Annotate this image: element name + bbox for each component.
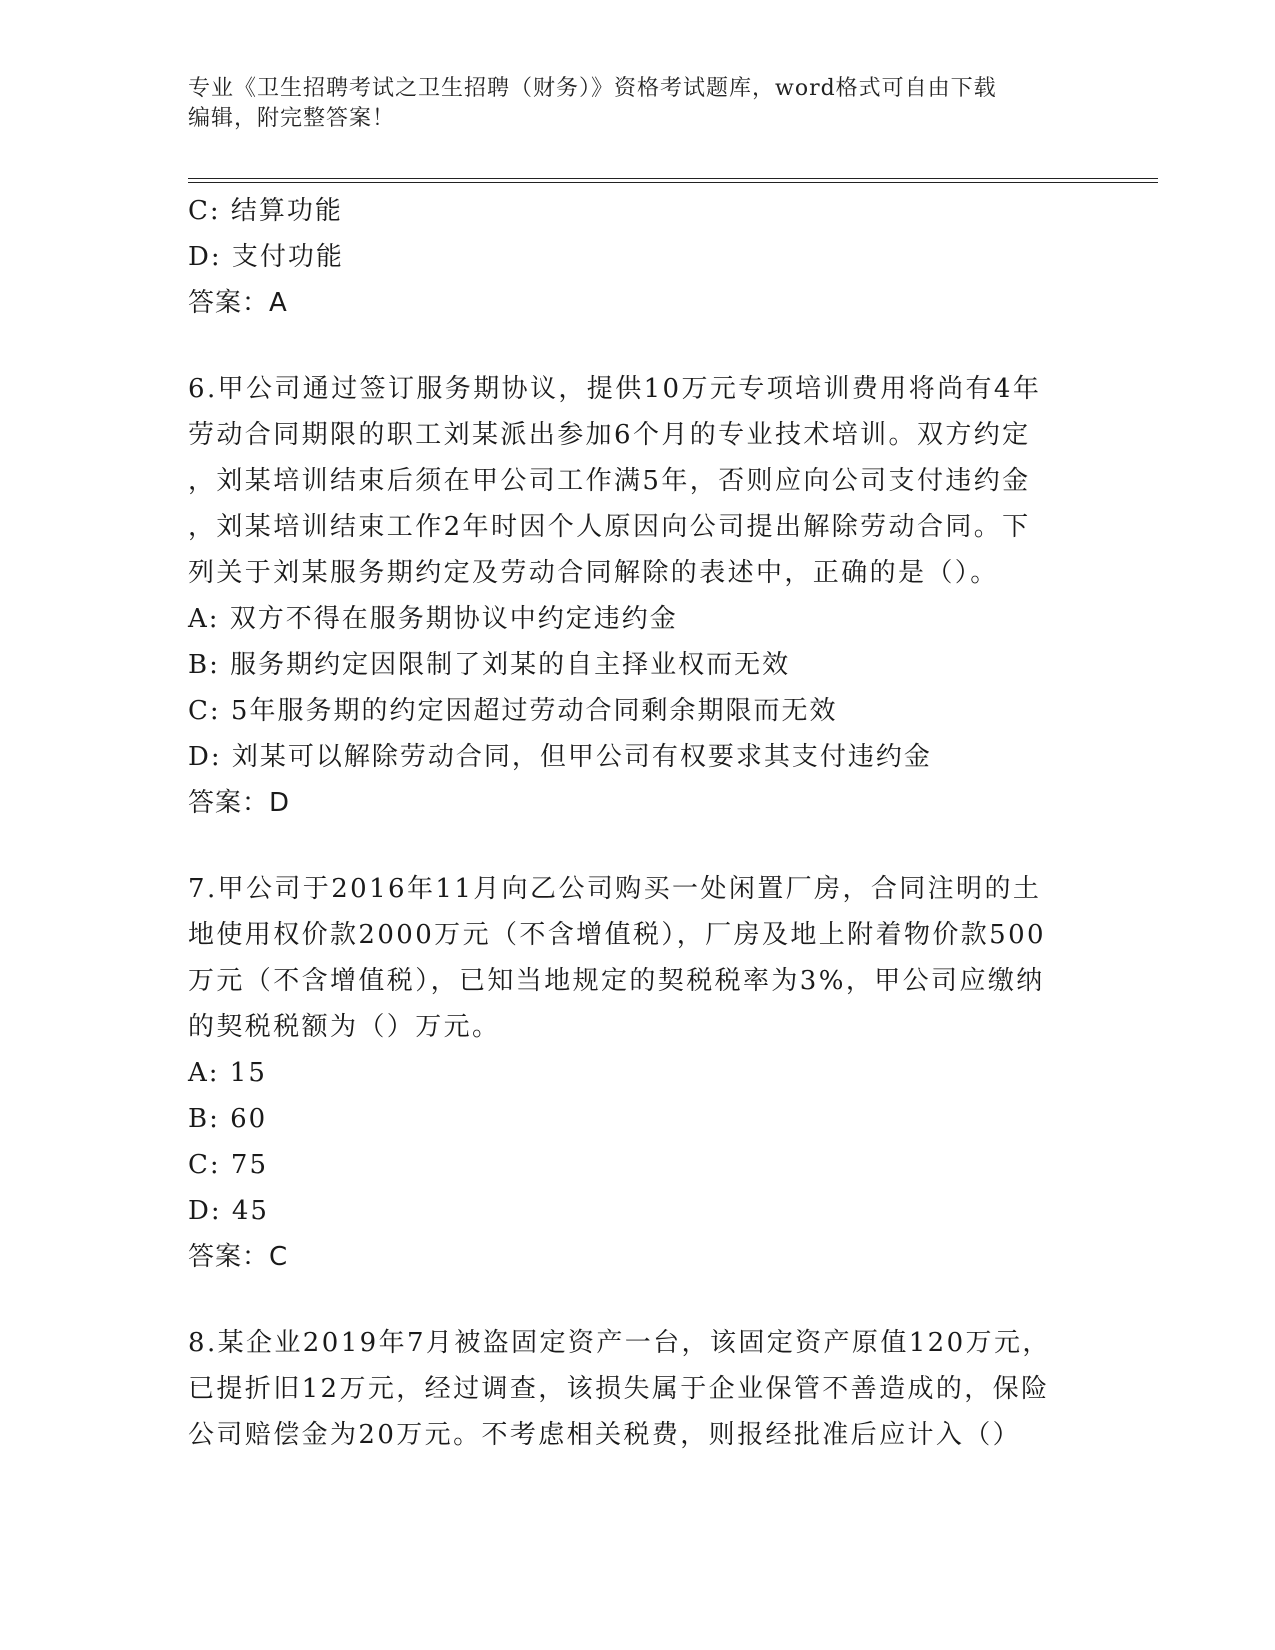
question-5-tail <box>188 188 1088 326</box>
question-line: 7.甲公司于2016年11月向乙公司购买一处闲置厂房，合同注明的土 <box>188 874 1042 904</box>
option-d: D: 支付功能 <box>188 242 344 272</box>
option-b: B: 服务期约定因限制了刘某的自主择业权而无效 <box>188 650 791 680</box>
question-text <box>188 366 1088 596</box>
option-d: D: 45 <box>188 1196 269 1226</box>
question-line: ，刘某培训结束后须在甲公司工作满5年，否则应向公司支付违约金 <box>188 466 1031 496</box>
answer-line: 答案：D <box>188 788 291 818</box>
document-body <box>188 188 1088 1458</box>
question-line: ，刘某培训结束工作2年时因个人原因向公司提出解除劳动合同。下 <box>188 512 1031 542</box>
question-line: 劳动合同期限的职工刘某派出参加6个月的专业技术培训。双方约定 <box>188 420 1031 450</box>
option-c: C: 结算功能 <box>188 196 343 226</box>
question-line: 8.某企业2019年7月被盗固定资产一台，该固定资产原值120万元， <box>188 1328 1051 1358</box>
question-text <box>188 1320 1088 1458</box>
header-title-line-1: 专业《卫生招聘考试之卫生招聘（财务）》资格考试题库，word格式可自由下载 <box>188 76 997 101</box>
option-d: D: 刘某可以解除劳动合同，但甲公司有权要求其支付违约金 <box>188 742 932 772</box>
header-divider <box>188 178 1158 179</box>
question-line: 的契税税额为（）万元。 <box>188 1012 501 1042</box>
question-line: 已提折旧12万元，经过调查，该损失属于企业保管不善造成的，保险 <box>188 1374 1050 1404</box>
header-title-line-2: 编辑，附完整答案！ <box>188 106 396 131</box>
question-6 <box>188 366 1088 826</box>
question-line: 列关于刘某服务期约定及劳动合同解除的表述中，正确的是（）。 <box>188 558 999 588</box>
page-header <box>188 74 1088 134</box>
question-8 <box>188 1320 1088 1458</box>
answer-line: 答案：C <box>188 1242 289 1272</box>
answer-line: 答案：A <box>188 288 288 318</box>
option-a: A: 15 <box>188 1058 267 1088</box>
option-b: B: 60 <box>188 1104 268 1134</box>
option-c: C: 5年服务期的约定因超过劳动合同剩余期限而无效 <box>188 696 838 726</box>
question-text <box>188 866 1088 1050</box>
question-7 <box>188 866 1088 1280</box>
option-a: A: 双方不得在服务期协议中约定违约金 <box>188 604 678 634</box>
option-c: C: 75 <box>188 1150 269 1180</box>
question-line: 地使用权价款2000万元（不含增值税），厂房及地上附着物价款500 <box>188 920 1046 950</box>
question-line: 6.甲公司通过签订服务期协议，提供10万元专项培训费用将尚有4年 <box>188 374 1042 404</box>
question-line: 公司赔偿金为20万元。不考虑相关税费，则报经批准后应计入（） <box>188 1420 1022 1450</box>
question-line: 万元（不含增值税），已知当地规定的契税税率为3%，甲公司应缴纳 <box>188 966 1045 996</box>
header-divider <box>188 182 1158 183</box>
